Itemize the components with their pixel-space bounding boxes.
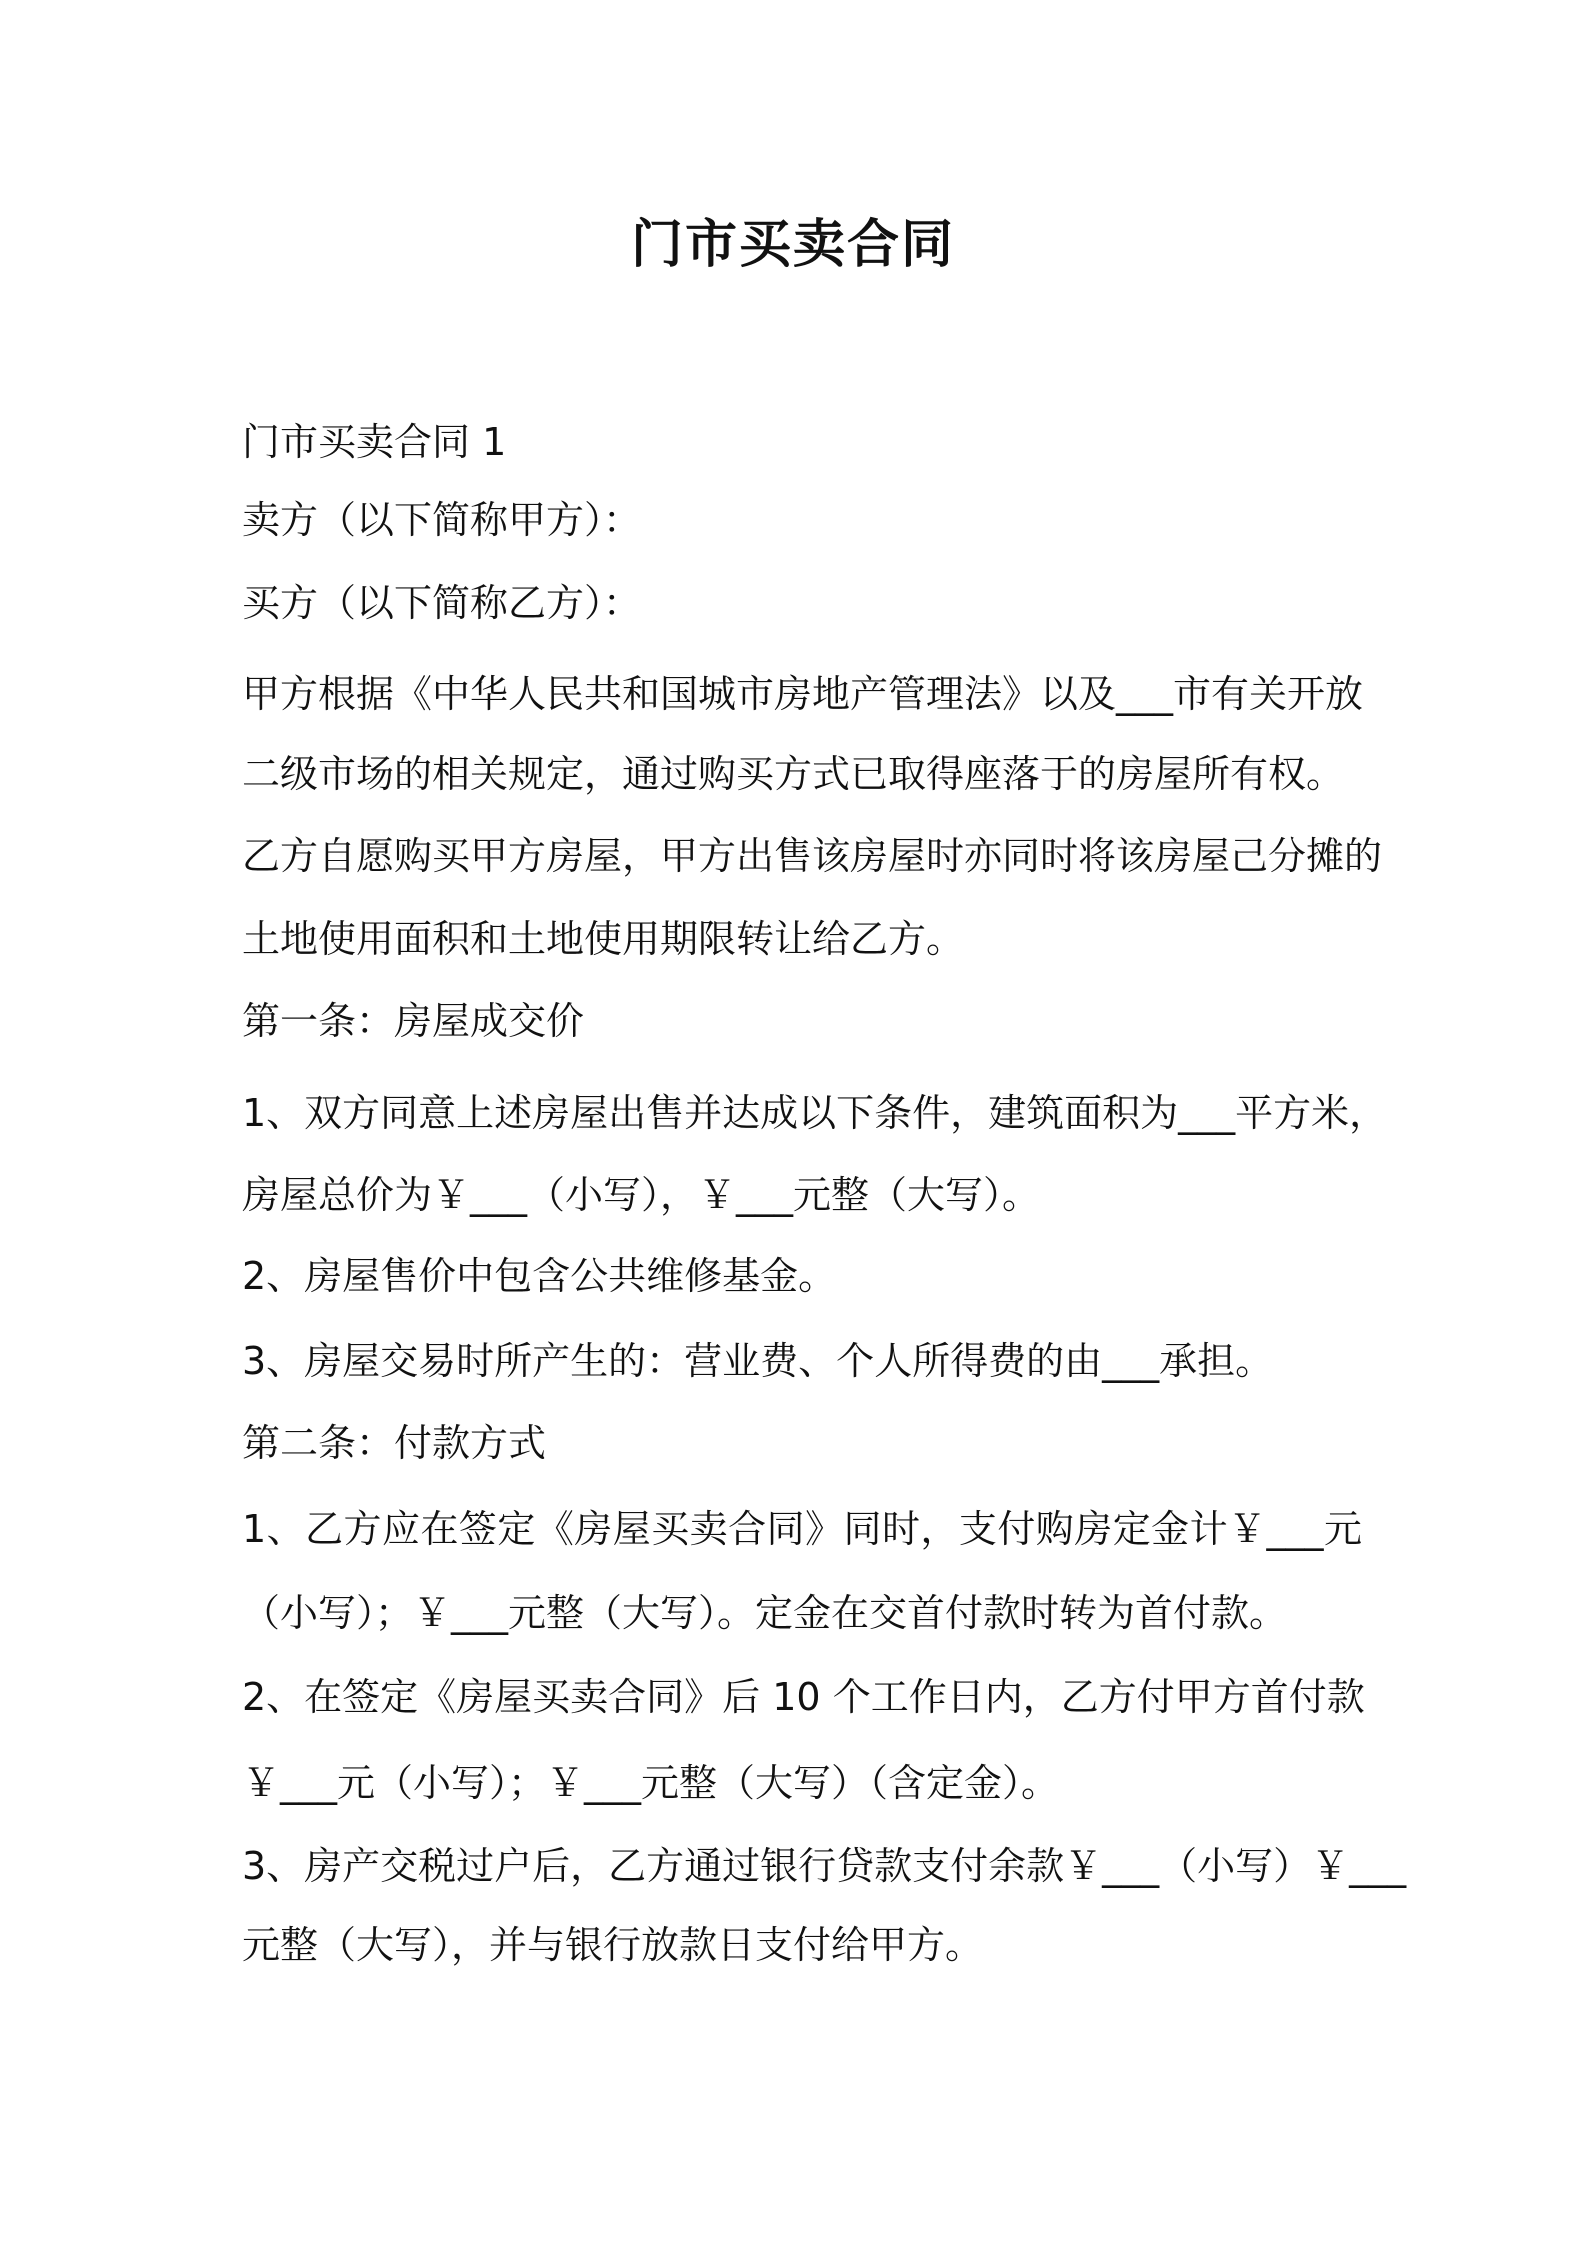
clause-line: （小写）；￥___元整（大写）。定金在交首付款时转为首付款。 [242,1591,1288,1635]
clause-line: 3、房产交税过户后，乙方通过银行贷款支付余款￥___（小写）￥___ [242,1844,1407,1888]
seller-line: 卖方（以下简称甲方）： [242,498,642,542]
contract-subtitle: 门市买卖合同 1 [242,420,507,464]
document-title: 门市买卖合同 [630,215,955,275]
clause-line: 1、双方同意上述房屋出售并达成以下条件，建筑面积为___平方米， [242,1091,1388,1135]
paragraph-line: 二级市场的相关规定，通过购买方式已取得座落于的房屋所有权。 [242,752,1345,796]
paragraph-line: 土地使用面积和土地使用期限转让给乙方。 [242,917,965,961]
paragraph-line: 甲方根据《中华人民共和国城市房地产管理法》以及___市有关开放 [242,672,1364,716]
clause-line: 房屋总价为￥___（小写），￥___元整（大写）。 [242,1173,1041,1217]
section-heading-payment: 第二条：付款方式 [242,1421,547,1465]
clause-line: 2、房屋售价中包含公共维修基金。 [242,1254,837,1298]
clause-line: 2、在签定《房屋买卖合同》后 10 个工作日内，乙方付甲方首付款 [242,1675,1365,1719]
clause-line: ￥___元（小写）；￥___元整（大写）（含定金）。 [242,1761,1060,1805]
paragraph-line: 乙方自愿购买甲方房屋，甲方出售该房屋时亦同时将该房屋己分摊的 [242,834,1383,878]
section-heading-price: 第一条：房屋成交价 [242,999,585,1043]
clause-line: 元整（大写），并与银行放款日支付给甲方。 [242,1923,984,1967]
clause-line: 1、乙方应在签定《房屋买卖合同》同时，支付购房定金计￥___元 [242,1507,1362,1551]
clause-line: 3、房屋交易时所产生的：营业费、个人所得费的由___承担。 [242,1339,1274,1383]
buyer-line: 买方（以下简称乙方）： [242,581,642,625]
